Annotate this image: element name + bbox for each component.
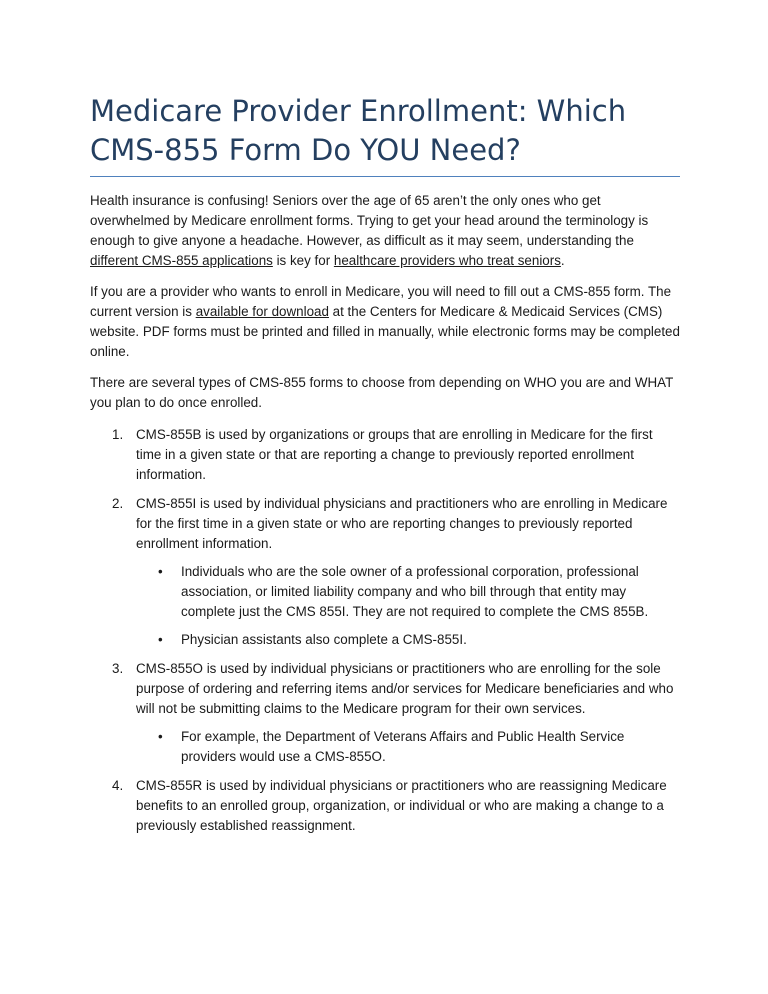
list-number: 2. [112,496,124,511]
different-applications-link[interactable]: different CMS-855 applications [90,253,273,268]
bullet-icon: • [158,632,163,647]
list-number: 4. [112,778,124,793]
intro-text-middle: is key for [272,253,334,268]
list-item-text: CMS-855B is used by organizations or groups that are enrolling in Medicare for the first time in a given state or that are reporting a change to previously reported enrollment information. [136,427,653,482]
intro-text-end: . [560,253,565,268]
list-item [90,659,680,767]
enroll-text-end: at the Centers for Medicare & Medicaid Services (CMS) website. PDF forms must be printed and filled in manually, while electronic forms may be completed online. [90,304,680,359]
list-number: 3. [112,661,124,676]
bullet-item [136,630,680,650]
list-item-text: CMS-855R is used by individual physicians or practitioners who are reassigning Medicare benefits to an enrolled group, organization, or individual or who are making a change to a previously established reassignment. [136,778,667,833]
bullet-icon: • [158,564,163,579]
enroll-paragraph [90,282,680,362]
document-page [90,92,680,845]
list-item-text: CMS-855I is used by individual physicians and practitioners who are enrolling in Medicare for the first time in a given state or who are reporting changes to previously reported enrollment information. [136,496,668,551]
bullet-text: Physician assistants also complete a CMS-855I. [181,632,467,647]
list-number: 1. [112,427,124,442]
bullet-text: Individuals who are the sole owner of a professional corporation, professional association, or limited liability company and who bill through that entity may complete just the CMS 855I. They are not required to complete the CMS 855B. [181,564,649,619]
form-types-list [90,425,680,836]
list-item [90,425,680,485]
title-line-1: Medicare Provider Enrollment: Which [90,94,627,128]
sub-bullet-list [136,562,680,650]
bullet-item [136,562,680,622]
types-paragraph: There are several types of CMS-855 forms to choose from depending on WHO you are and WHAT you plan to do once enrolled. [90,375,674,410]
intro-text-start: Health insurance is confusing! Seniors over the age of 65 aren’t the only ones who get overwhelmed by Medicare enrollment forms. Trying to get your head around the terminology is enough to give anyone a headache. However, as difficult as it may seem, understanding the [90,193,649,248]
available-for-download-link[interactable]: available for download [195,304,329,319]
intro-paragraph [90,191,680,271]
document-body [90,191,680,836]
bullet-text: For example, the Department of Veterans Affairs and Public Health Service providers would use a CMS-855O. [181,729,625,764]
page-title [90,92,680,177]
bullet-icon: • [158,729,163,744]
enroll-text-start: If you are a provider who wants to enroll in Medicare, you will need to fill out a CMS-855 form. The current version is [90,284,672,319]
title-line-2: CMS-855 Form Do YOU Need? [90,133,521,167]
list-item [90,494,680,650]
healthcare-providers-link[interactable]: healthcare providers who treat seniors [333,253,561,268]
bullet-item [136,727,680,767]
list-item [90,776,680,836]
list-item-text: CMS-855O is used by individual physicians or practitioners who are enrolling for the sole purpose of ordering and referring items and/or services for Medicare beneficiaries and who will not be submitting claims to the Medicare program for their own services. [136,661,674,716]
sub-bullet-list [136,727,680,767]
